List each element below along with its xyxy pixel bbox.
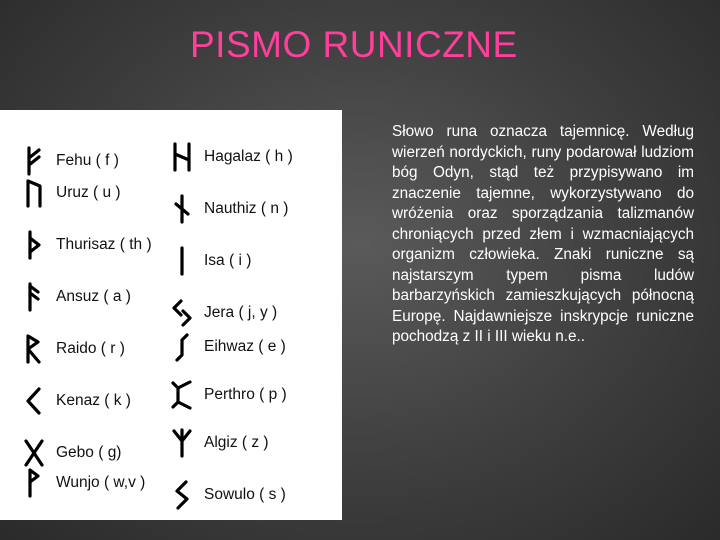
perthro-rune-icon (168, 380, 196, 410)
rune-row-nauthiz (168, 194, 288, 224)
sowulo-rune-icon (168, 480, 196, 510)
rune-label-raido: Raido ( r ) (56, 340, 125, 357)
raido-rune-icon (20, 334, 48, 364)
rune-row-fehu (20, 146, 119, 176)
rune-label-hagalaz: Hagalaz ( h ) (204, 148, 293, 165)
rune-row-raido (20, 334, 125, 364)
rune-row-gebo (20, 438, 121, 468)
rune-row-hagalaz (168, 142, 293, 172)
ansuz-rune-icon (20, 282, 48, 312)
eihwaz-rune-icon (168, 332, 196, 362)
fehu-rune-icon (20, 146, 48, 176)
rune-row-thurisaz (20, 230, 152, 260)
rune-label-thurisaz: Thurisaz ( th ) (56, 236, 152, 253)
rune-label-gebo: Gebo ( g) (56, 444, 122, 461)
rune-label-fehu: Fehu ( f ) (56, 152, 119, 169)
gebo-rune-icon (20, 438, 48, 468)
rune-label-jera: Jera ( j, y ) (204, 304, 278, 321)
rune-row-perthro (168, 380, 287, 410)
rune-row-sowulo (168, 480, 286, 510)
wunjo-rune-icon (20, 468, 48, 498)
uruz-rune-icon (20, 178, 48, 208)
rune-label-algiz: Algiz ( z ) (204, 434, 269, 451)
slide-title: PISMO RUNICZNE (190, 24, 518, 65)
rune-row-eihwaz (168, 332, 286, 362)
rune-row-kenaz (20, 386, 131, 416)
algiz-rune-icon (168, 428, 196, 458)
rune-label-sowulo: Sowulo ( s ) (204, 486, 286, 503)
rune-row-algiz (168, 428, 269, 458)
hagalaz-rune-icon (168, 142, 196, 172)
slide-body-text: Słowo runa oznacza tajemnicę. Według wierzeń nordyckich, runy podarował ludziom bóg Odyn, stąd też przypisywano im znaczenie tajemne, wykorzystywano do wróżenia oraz sporządzania talizmanów chroniących przed złem i wzmacniających organizm człowieka. Znaki runiczne są najstarszym typem pisma ludów barbarzyńskich zamieszkujących północną Europę. Najdawniejsze inskrypcje runiczne pochodzą z II i III wieku n.e.. (392, 123, 694, 345)
thurisaz-rune-icon (20, 230, 48, 260)
rune-row-isa (168, 246, 251, 276)
rune-label-eihwaz: Eihwaz ( e ) (204, 338, 286, 355)
jera-rune-icon (168, 298, 196, 328)
nauthiz-rune-icon (168, 194, 196, 224)
rune-label-isa: Isa ( i ) (204, 252, 252, 269)
rune-row-ansuz (20, 282, 131, 312)
rune-table (0, 110, 342, 520)
kenaz-rune-icon (20, 386, 48, 416)
rune-label-uruz: Uruz ( u ) (56, 184, 121, 201)
rune-row-jera (168, 298, 277, 328)
rune-label-wunjo: Wunjo ( w,v ) (56, 474, 146, 491)
rune-label-ansuz: Ansuz ( a ) (56, 288, 131, 305)
rune-label-perthro: Perthro ( p ) (204, 386, 287, 403)
rune-row-wunjo (20, 468, 145, 498)
rune-label-nauthiz: Nauthiz ( n ) (204, 200, 289, 217)
isa-rune-icon (168, 246, 196, 276)
rune-row-uruz (20, 178, 121, 208)
rune-label-kenaz: Kenaz ( k ) (56, 392, 131, 409)
